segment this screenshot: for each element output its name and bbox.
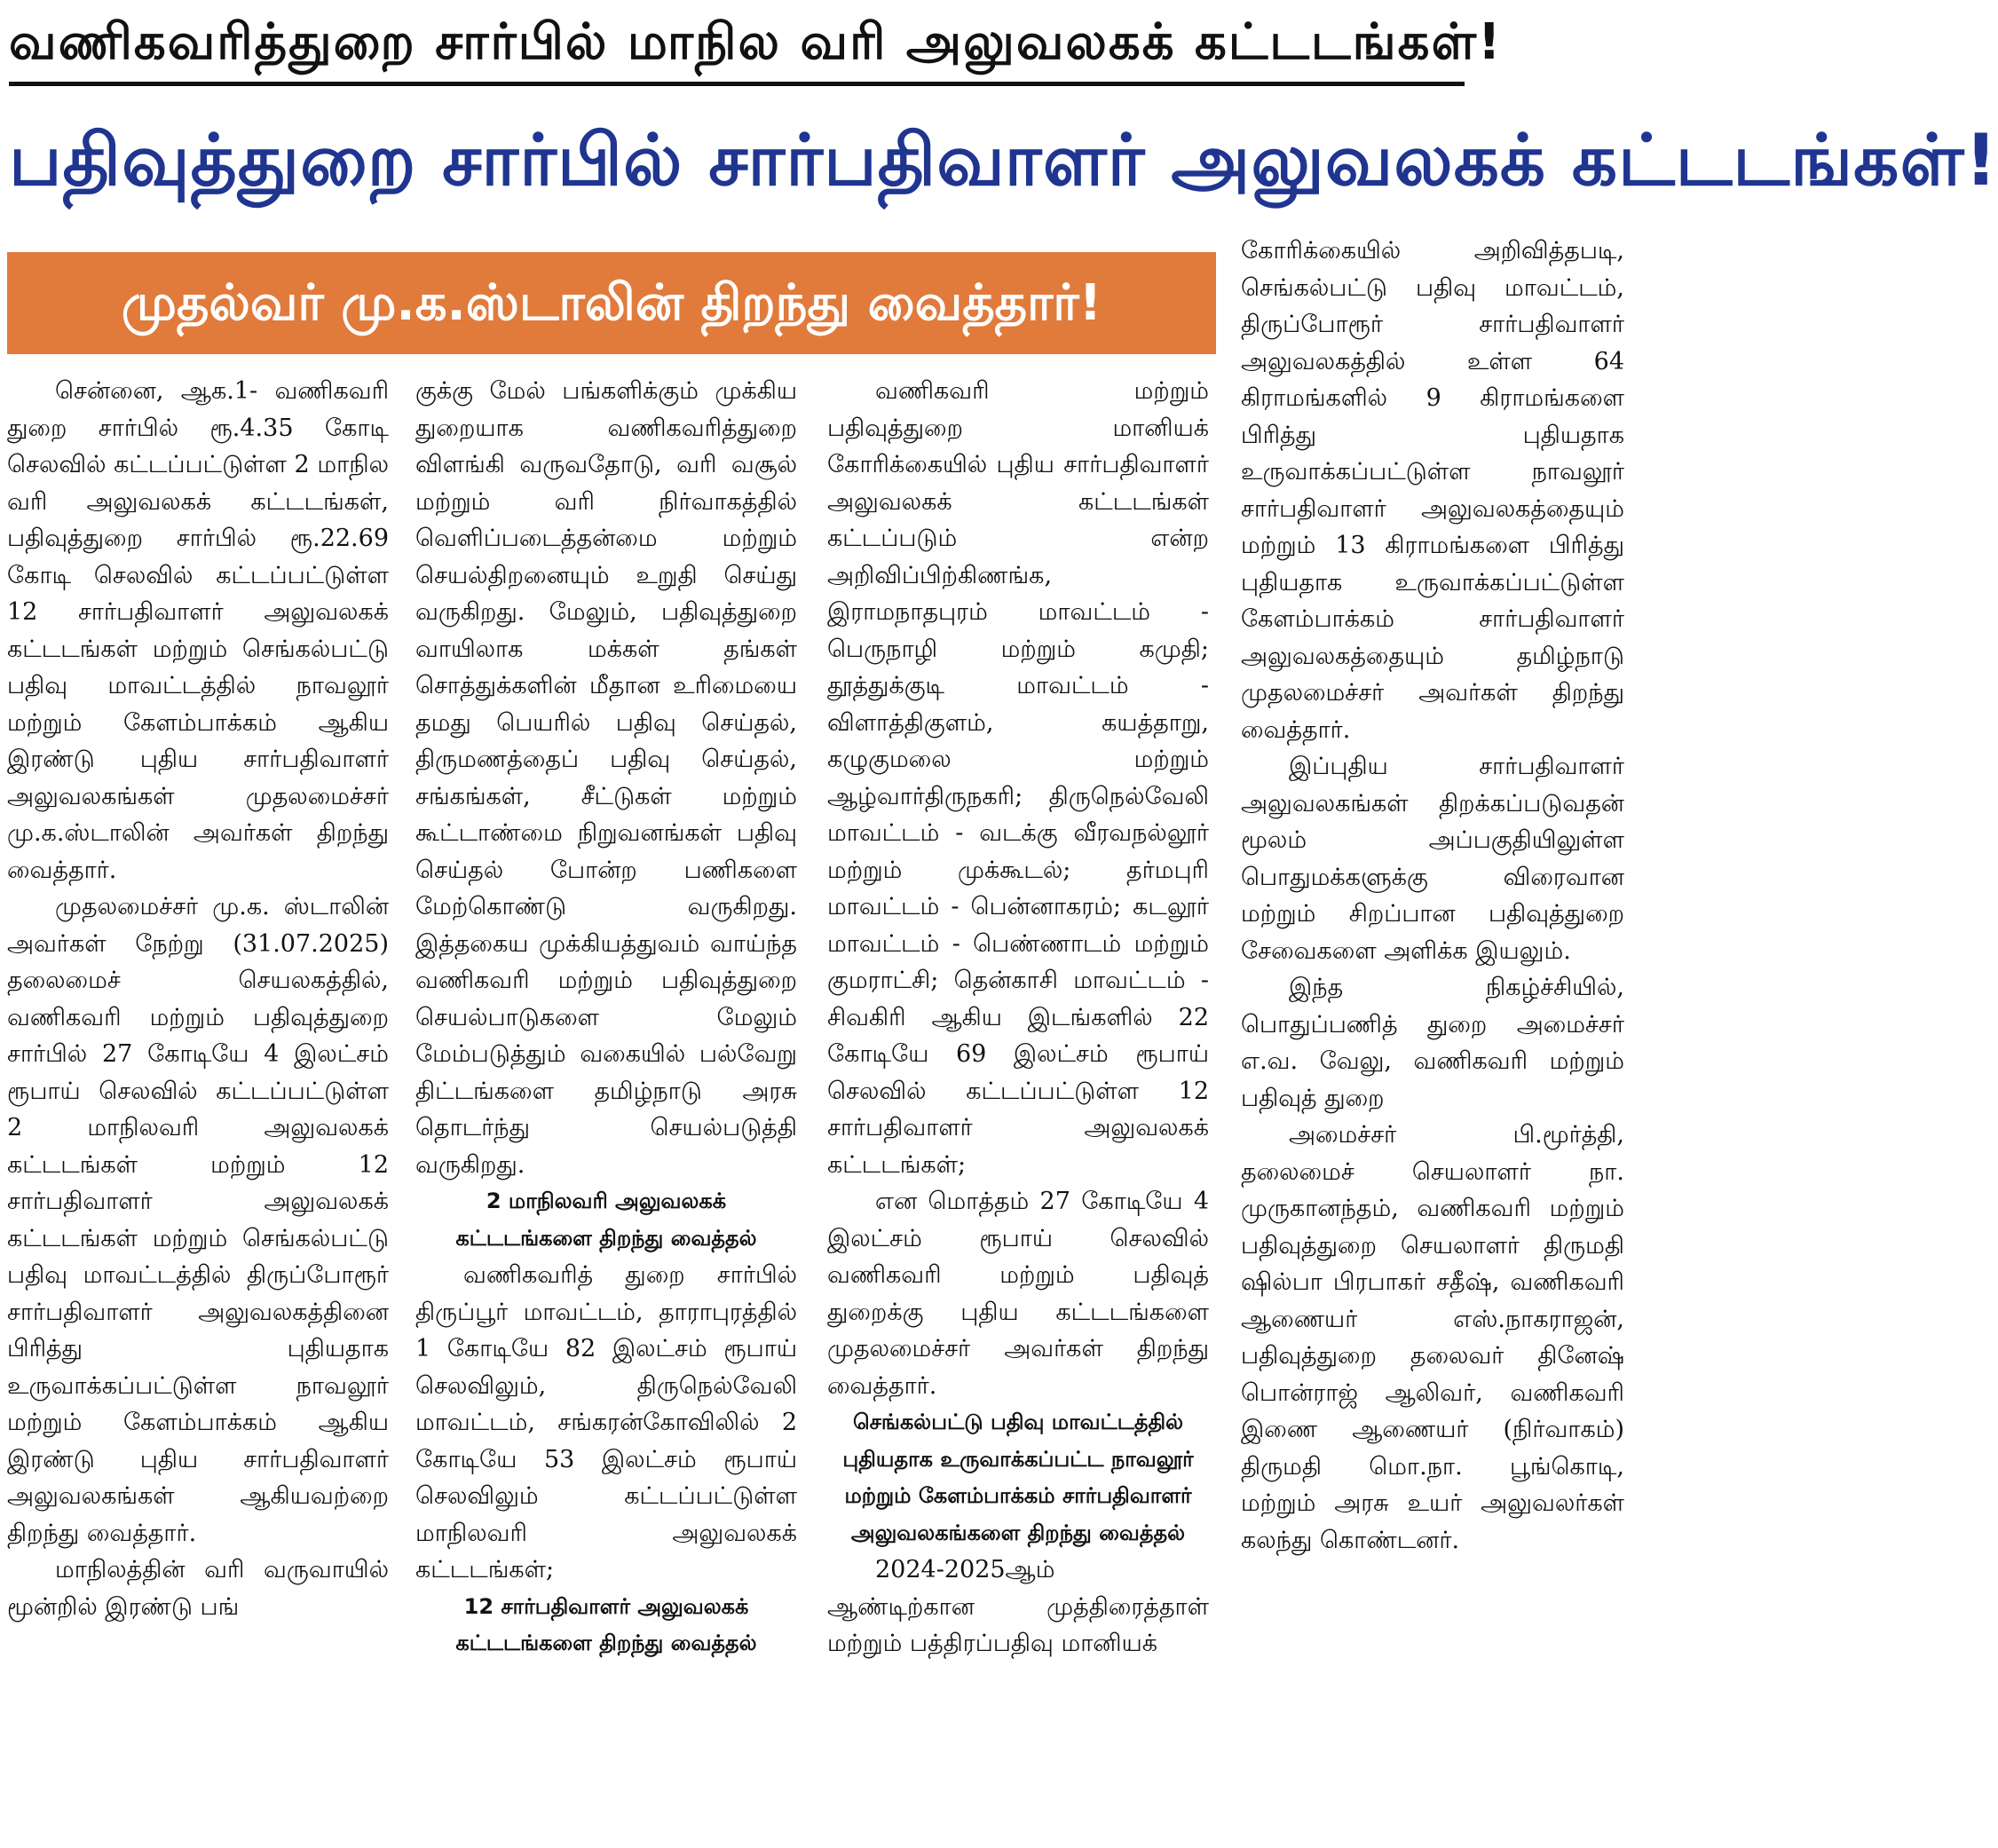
article-column-3 — [827, 373, 1209, 1842]
paragraph: குக்கு மேல் பங்களிக்கும் முக்கிய துறையாக வணிகவரித்துறை விளங்கி வருவதோடு, வரி வசூல் மற்றும் வரி நிர்வாகத்தில் வெளிப்படைத்தன்மை மற்றும் செயல்திறனையும் உறுதி செய்து வருகிறது. மேலும், பதிவுத்துறை வாயிலாக மக்கள் தங்கள் சொத்துக்களின் மீதான உரிமையை தமது பெயரில் பதிவு செய்தல், திருமணத்தைப் பதிவு செய்தல், சங்கங்கள், சீட்டுகள் மற்றும் கூட்டாண்மை நிறுவனங்கள் பதிவு செய்தல் போன்ற பணிகளை மேற்கொண்டு வருகிறது. இத்தகைய முக்கியத்துவம் வாய்ந்த வணிகவரி மற்றும் பதிவுத்துறை செயல்பாடுகளை மேலும் மேம்படுத்தும் வகையில் பல்வேறு திட்டங்களை தமிழ்நாடு அரசு தொடர்ந்து செயல்படுத்தி வருகிறது. — [415, 377, 797, 1179]
paragraph: இந்த நிகழ்ச்சியில், பொதுப்பணித் துறை அமைச்சர் எ.வ. வேலு, வணிகவரி மற்றும் பதிவுத் துறை — [1241, 974, 1624, 1112]
banner — [7, 252, 1216, 354]
paragraph: கோரிக்கையில் அறிவித்தபடி, செங்கல்பட்டு பதிவு மாவட்டம், திருப்போரூர் சார்பதிவாளர் அலுவலகத்தில் உள்ள 64 கிராமங்களில் 9 கிராமங்களை பிரித்து புதியதாக உருவாக்கப்பட்டுள்ள நாவலூர் சார்பதிவாளர் அலுவலகத்தையும் மற்றும் 13 கிராமங்களை பிரித்து புதியதாக உருவாக்கப்பட்டுள்ள கேளம்பாக்கம் சார்பதிவாளர் அலுவலகத்தையும் தமிழ்நாடு முதலமைச்சர் அவர்கள் திறந்து வைத்தார். — [1241, 237, 1624, 744]
paragraph: 2024-2025ஆம் ஆண்டிற்கான முத்திரைத்தாள் மற்றும் பத்திரப்பதிவு மானியக் — [827, 1556, 1209, 1657]
article-column-4 — [1241, 233, 1624, 1844]
headline-underline — [9, 82, 1465, 86]
paragraph: இப்புதிய சார்பதிவாளர் அலுவலகங்கள் திறக்கப்படுவதன் மூலம் அப்பகுதியிலுள்ள பொதுமக்களுக்கு விரைவான மற்றும் சிறப்பான பதிவுத்துறை சேவைகளை அளிக்க இயலும். — [1241, 753, 1624, 965]
paragraph: அமைச்சர் பி.மூர்த்தி, தலைமைச் செயலாளர் நா. முருகானந்தம், வணிகவரி மற்றும் பதிவுத்துறை செயலாளர் திருமதி ஷில்பா பிரபாகர் சதீஷ், வணிகவரி ஆணையர் எஸ்.நாகராஜன், பதிவுத்துறை தலைவர் தினேஷ் பொன்ராஜ் ஆலிவர், வணிகவரி இணை ஆணையர் (நிர்வாகம்) திருமதி மொ.நா. பூங்கொடி, மற்றும் அரசு உயர் அலுவலர்கள் கலந்து கொண்டனர். — [1241, 1121, 1624, 1554]
article-column-2 — [415, 373, 797, 1842]
paragraph: முதலமைச்சர் மு.க. ஸ்டாலின் அவர்கள் நேற்று (31.07.2025) தலைமைச் செயலகத்தில், வணிகவரி மற்றும் பதிவுத்துறை சார்பில் 27 கோடியே 4 இலட்சம் ரூபாய் செலவில் கட்டப்பட்டுள்ள 2 மாநிலவரி அலுவலகக் கட்டடங்கள் மற்றும் 12 சார்பதிவாளர் அலுவலகக் கட்டடங்கள் மற்றும் செங்கல்பட்டு பதிவு மாவட்டத்தில் திருப்போரூர் சார்பதிவாளர் அலுவலகத்தினை பிரித்து புதியதாக உருவாக்கப்பட்டுள்ள நாவலூர் மற்றும் கேளம்பாக்கம் ஆகிய இரண்டு புதிய சார்பதிவாளர் அலுவலகங்கள் ஆகியவற்றை திறந்து வைத்தார். — [7, 893, 389, 1547]
paragraph: வணிகவரித் துறை சார்பில் திருப்பூர் மாவட்டம், தாராபுரத்தில் 1 கோடியே 82 இலட்சம் ரூபாய் செலவிலும், திருநெல்வேலி மாவட்டம், சங்கரன்கோவிலில் 2 கோடியே 53 இலட்சம் ரூபாய் செலவிலும் கட்டப்பட்டுள்ள மாநிலவரி அலுவலகக் கட்டடங்கள்; — [415, 1261, 797, 1583]
paragraph: வணிகவரி மற்றும் பதிவுத்துறை மானியக் கோரிக்கையில் புதிய சார்பதிவாளர் அலுவலகக் கட்டடங்கள் கட்டப்படும் என்ற அறிவிப்பிற்கிணங்க, இராமநாதபுரம் மாவட்டம் - பெருநாழி மற்றும் கமுதி; தூத்துக்குடி மாவட்டம் - விளாத்திகுளம், கயத்தாறு, கழுகுமலை மற்றும் ஆழ்வார்திருநகரி; திருநெல்வேலி மாவட்டம் - வடக்கு வீரவநல்லூர் மற்றும் முக்கூடல்; தர்மபுரி மாவட்டம் - பென்னாகரம்; கடலூர் மாவட்டம் - பெண்ணாடம் மற்றும் குமராட்சி; தென்காசி மாவட்டம் - சிவகிரி ஆகிய இடங்களில் 22 கோடியே 69 இலட்சம் ரூபாய் செலவில் கட்டப்பட்டுள்ள 12 சார்பதிவாளர் அலுவலகக் கட்டடங்கள்; — [827, 377, 1209, 1179]
article-column-1 — [7, 373, 389, 1842]
top-headline: வணிகவரித்துறை சார்பில் மாநில வரி அலுவலகக் கட்டடங்கள்! — [9, 13, 1503, 71]
paragraph: சென்னை, ஆக.1- வணிகவரி துறை சார்பில் ரூ.4.35 கோடி செலவில் கட்டப்பட்டுள்ள 2 மாநில வரி அலுவலகக் கட்டடங்கள், பதிவுத்துறை சார்பில் ரூ.22.69 கோடி செலவில் கட்டப்பட்டுள்ள 12 சார்பதிவாளர் அலுவலகக் கட்டடங்கள் மற்றும் செங்கல்பட்டு பதிவு மாவட்டத்தில் நாவலூர் மற்றும் கேளம்பாக்கம் ஆகிய இரண்டு புதிய சார்பதிவாளர் அலுவலகங்கள் முதலமைச்சர் மு.க.ஸ்டாலின் அவர்கள் திறந்து வைத்தார். — [7, 377, 389, 884]
subheading: செங்கல்பட்டு பதிவு மாவட்டத்தில் புதியதாக உருவாக்கப்பட்ட நாவலூர் மற்றும் கேளம்பாக்கம் சார்பதிவாளர் அலுவலகங்களை திறந்து வைத்தல் — [842, 1410, 1194, 1545]
banner-text: முதல்வர் மு.க.ஸ்டாலின் திறந்து வைத்தார்! — [121, 274, 1102, 332]
main-headline: பதிவுத்துறை சார்பில் சார்பதிவாளர் அலுவலகக் கட்டடங்கள்! — [9, 119, 1998, 201]
subheading: 12 சார்பதிவாளர் அலுவலகக் கட்டடங்களை திறந்து வைத்தல் — [455, 1593, 757, 1655]
paragraph: மாநிலத்தின் வரி வருவாயில் மூன்றில் இரண்டு பங் — [7, 1556, 389, 1621]
paragraph: என மொத்தம் 27 கோடியே 4 இலட்சம் ரூபாய் செலவில் வணிகவரி மற்றும் பதிவுத் துறைக்கு புதிய கட்டடங்களை முதலமைச்சர் அவர்கள் திறந்து வைத்தார். — [827, 1188, 1209, 1400]
subheading: 2 மாநிலவரி அலுவலகக் கட்டடங்களை திறந்து வைத்தல் — [455, 1189, 757, 1251]
